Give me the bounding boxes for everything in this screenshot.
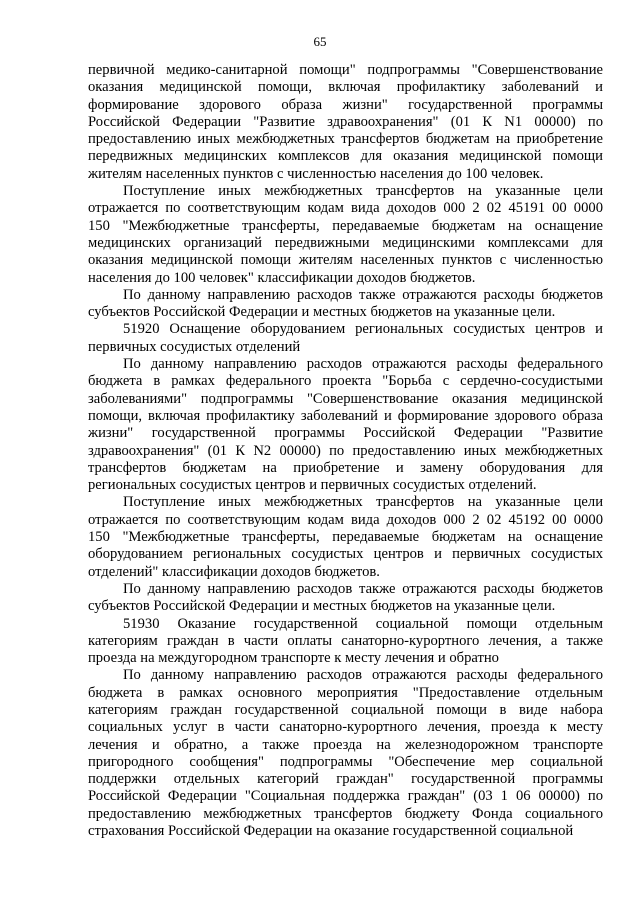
text-line: первичных сосудистых отделений (88, 338, 301, 355)
text-line: По данному направлению расходов также отражаются расходы бюджетов (123, 580, 603, 597)
text-line: субъектов Российской Федерации и местных бюджетов на указанные цели. (88, 304, 556, 321)
paragraph (88, 356, 603, 494)
text-line: бюджета в рамках основного мероприятия "Предоставление отдельным (88, 684, 603, 701)
text-line: заболеваниями" подпрограммы "Совершенствование оказания медицинской (88, 390, 603, 407)
text-line: оборудованием региональных сосудистых центров и первичных сосудистых (88, 546, 603, 563)
text-line: медицинских организаций передвижными медицинскими комплексами для (88, 234, 603, 251)
text-line: Поступление иных межбюджетных трансфертов на указанные цели (123, 494, 603, 511)
text-line: 51920 Оснащение оборудованием региональных сосудистых центров и (123, 321, 603, 338)
text-line: населения до 100 человек" классификации доходов бюджетов. (88, 269, 476, 286)
text-line: субъектов Российской Федерации и местных бюджетов на указанные цели. (88, 598, 556, 615)
text-line: первичной медико-санитарной помощи" подпрограммы "Совершенствование (88, 62, 603, 78)
text-line: Российской Федерации "Социальная поддержка граждан" (03 1 06 00000) по (88, 788, 603, 805)
text-line: отделений" классификации доходов бюджетов. (88, 563, 380, 580)
text-line: Российской Федерации "Развитие здравоохранения" (01 К N1 00000) по (88, 113, 603, 130)
text-line: категориям граждан государственной социальной помощи в виде набора (88, 701, 603, 718)
text-line: оказания медицинской помощи жителям населенных пунктов с численностью (88, 252, 603, 269)
document-body (88, 62, 603, 840)
text-line: Поступление иных межбюджетных трансфертов на указанные цели (123, 183, 603, 200)
text-line: здравоохранения" (01 К N2 00000) по предоставлению иных межбюджетных (88, 442, 603, 459)
text-line: По данному направлению расходов также отражаются расходы бюджетов (123, 286, 603, 303)
text-line: 150 "Межбюджетные трансферты, передаваемые бюджетам на оснащение (88, 529, 603, 546)
text-line: пригородного сообщения" подпрограммы "Обеспечение мер социальной (88, 753, 603, 770)
page-number: 65 (313, 34, 327, 49)
text-line: По данному направлению расходов отражаются расходы федерального (123, 667, 603, 684)
text-line: отражается по соответствующим кодам вида доходов 000 2 02 45192 00 0000 (88, 511, 603, 528)
text-line: предоставлению иных межбюджетных трансфертов бюджетам на приобретение (88, 131, 603, 148)
text-line: социальных услуг в части санаторно-курортного лечения, проезда к месту (88, 719, 603, 736)
text-line: формирование здорового образа жизни" государственной программы (88, 96, 603, 113)
text-line: лечения и обратно, а также проезда на железнодорожном транспорте (88, 736, 603, 753)
paragraph (88, 494, 603, 580)
text-line: трансфертов бюджетам на приобретение и замену оборудования для (88, 459, 603, 476)
paragraph (88, 321, 603, 356)
paragraph (88, 581, 603, 616)
text-line: жизни" государственной программы Российской Федерации "Развитие (88, 425, 603, 442)
paragraph (88, 287, 603, 322)
paragraph (88, 183, 603, 287)
text-line: проезда на междугородном транспорте к месту лечения и обратно (88, 650, 499, 667)
paragraph (88, 62, 603, 183)
text-line: отражается по соответствующим кодам вида доходов 000 2 02 45191 00 0000 (88, 200, 603, 217)
text-line: региональных сосудистых центров и первичных сосудистых отделений. (88, 477, 537, 494)
text-line: жителям населенных пунктов с численностью населения до 100 человек. (88, 165, 544, 182)
text-line: По данному направлению расходов отражаются расходы федерального (123, 356, 603, 373)
paragraph (88, 667, 603, 840)
text-line: категориям граждан в части оплаты санаторно-курортного лечения, а также (88, 632, 603, 649)
text-line: поддержки отдельных категорий граждан" государственной программы (88, 771, 603, 788)
text-line: 51930 Оказание государственной социальной помощи отдельным (123, 615, 603, 632)
text-line: страхования Российской Федерации на оказание государственной социальной (88, 823, 574, 840)
text-line: предоставлению межбюджетных трансфертов бюджету Фонда социального (88, 805, 603, 822)
text-line: передвижных медицинских комплексов для оказания медицинской помощи (88, 148, 603, 165)
text-line: оказания медицинской помощи, включая профилактику заболеваний и (88, 79, 603, 96)
text-line: бюджета в рамках федерального проекта "Борьба с сердечно-сосудистыми (88, 373, 603, 390)
paragraph (88, 616, 603, 668)
text-line: помощи, включая профилактику заболеваний и формирование здорового образа (88, 407, 603, 424)
text-line: 150 "Межбюджетные трансферты, передаваемые бюджетам на оснащение (88, 217, 603, 234)
